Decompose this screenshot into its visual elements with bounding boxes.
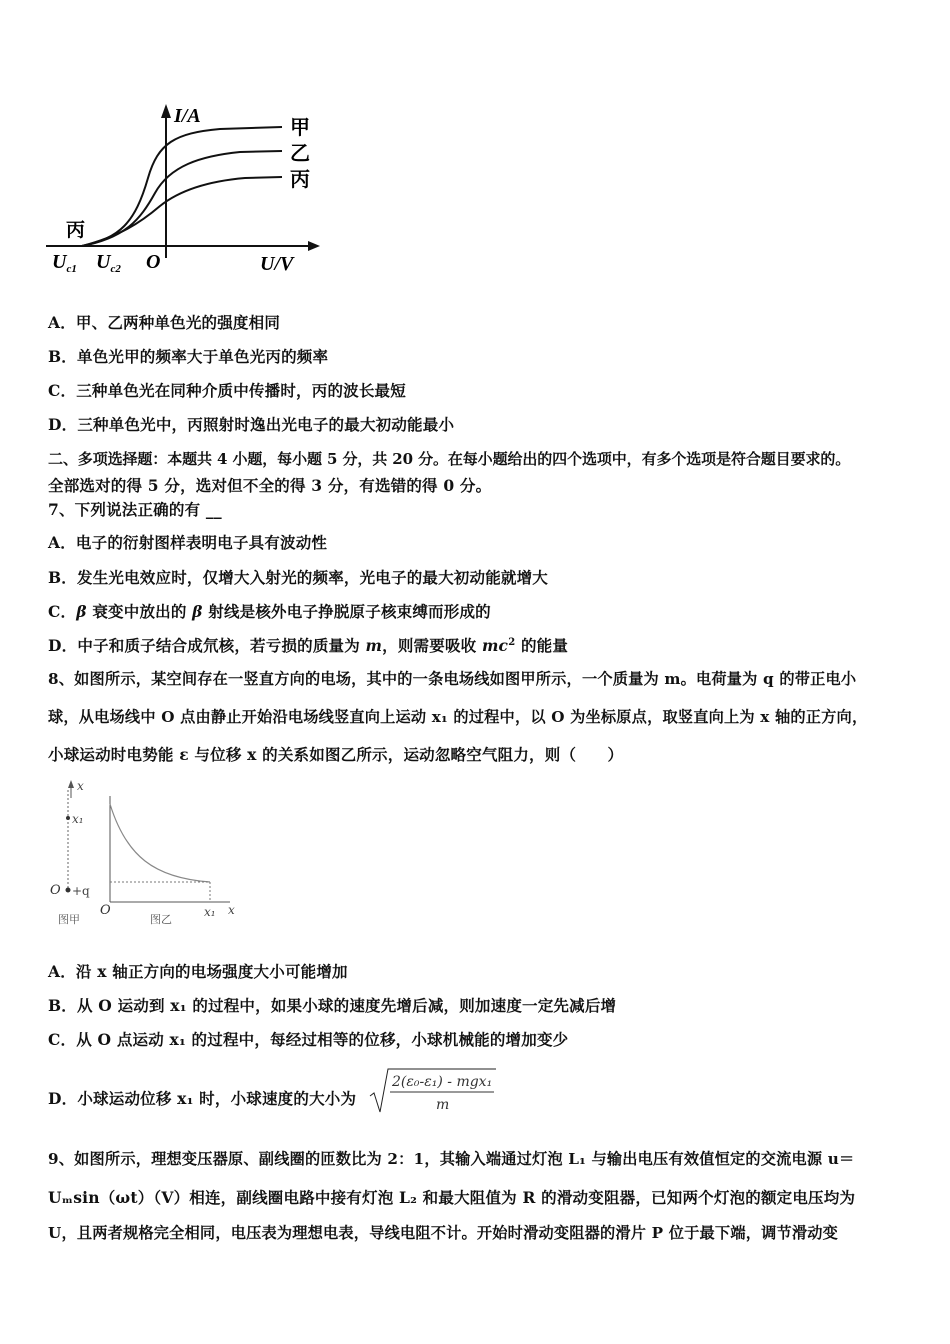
- jia-x1-point: [66, 816, 70, 820]
- curve-label-yi: 乙: [290, 141, 310, 165]
- curve-jia: [82, 127, 282, 246]
- q9-stem-line1: 9、如图所示，理想变压器原、副线圈的匝数比为 2：1，其输入端通过灯泡 L₁ 与输出电压有效值恒定的交流电源 u＝: [48, 1150, 855, 1168]
- q7-option-b: B．发生光电效应时，仅增大入射光的频率，光电子的最大初动能就增大: [48, 568, 549, 587]
- q8-stem-line1: 8、如图所示，某空间存在一竖直方向的电场，其中的一条电场线如图甲所示，一个质量为 m。电荷量为 q 的带正电小: [48, 670, 857, 688]
- label-origin: O: [146, 251, 161, 273]
- q8-option-d-formula: [368, 1066, 498, 1116]
- jia-arrow-head: [68, 780, 74, 788]
- section2-heading: 二、多项选择题：本题共 4 小题，每小题 5 分，共 20 分。在每小题给出的四个选项中，有多个选项是符合题目要求的。: [48, 450, 851, 468]
- yi-x-label: x: [228, 903, 235, 917]
- formula-denominator: m: [436, 1097, 450, 1113]
- jia-caption: 图甲: [58, 913, 80, 926]
- jia-x-label: x: [77, 779, 84, 793]
- yi-caption: 图乙: [150, 913, 172, 926]
- formula-numerator: 2(ε₀-ε₁) - mgx₁: [392, 1074, 493, 1090]
- q6-option-b: B．单色光甲的频率大于单色光丙的频率: [48, 347, 329, 366]
- q7-option-c: C．β 衰变中放出的 β 射线是核外电子挣脱原子核束缚而形成的: [48, 602, 491, 621]
- q8-option-c: C．从 O 点运动 x₁ 的过程中，每经过相等的位移，小球机械能的增加变少: [48, 1030, 569, 1049]
- q8-option-d: D．小球运动位移 x₁ 时，小球速度的大小为: [48, 1089, 357, 1108]
- y-axis-label: I/A: [174, 105, 201, 127]
- curve-label-jia: 甲: [290, 115, 310, 139]
- i-axis-arrow: [161, 104, 171, 118]
- yi-x1-label: x₁: [204, 905, 216, 919]
- yi-origin-label: O: [100, 903, 111, 918]
- q7-option-d: D．中子和质子结合成氘核，若亏损的质量为 m，则需要吸收 $mc^2$ 的能量: [48, 636, 569, 655]
- yi-energy-curve: [110, 804, 210, 882]
- q8-option-a: A．沿 x 轴正方向的电场强度大小可能增加: [48, 962, 348, 981]
- x-axis-label: U/V: [260, 253, 294, 275]
- u-axis-arrow: [308, 241, 320, 251]
- section2-scoring: 全部选对的得 5 分，选对但不全的得 3 分，有选错的得 0 分。: [48, 476, 492, 495]
- photoelectric-iu-graph: [40, 98, 340, 278]
- q8-figures: [44, 776, 254, 928]
- jia-x1-label: x₁: [72, 812, 84, 826]
- q9-stem-line2: Uₘsin（ωt）（V）相连，副线圈电路中接有灯泡 L₂ 和最大阻值为 R 的滑动变阻器，已知两个灯泡的额定电压均为: [48, 1188, 856, 1207]
- q6-option-c: C．三种单色光在同种介质中传播时，丙的波长最短: [48, 381, 406, 400]
- jia-charge: [66, 888, 71, 893]
- q9-stem-line3: U，且两者规格完全相同，电压表为理想电表，导线电阻不计。开始时滑动变阻器的滑片 P 位于最下端，调节滑动变: [48, 1224, 839, 1242]
- q8-stem-line2: 球，从电场线中 O 点由静止开始沿电场线竖直向上运动 x₁ 的过程中，以 O 为坐标原点，取竖直向上为 x 轴的正方向，: [48, 708, 868, 726]
- q8-option-b: B．从 O 运动到 x₁ 的过程中，如果小球的速度先增后减，则加速度一定先减后增: [48, 996, 617, 1015]
- q6-option-d: D．三种单色光中，丙照射时逸出光电子的最大初动能最小: [48, 415, 455, 434]
- q7-option-a: A．电子的衍射图样表明电子具有波动性: [48, 533, 328, 552]
- jia-charge-label: +q: [72, 884, 90, 898]
- curve-yi: [82, 151, 282, 246]
- curve-label-bing: 丙: [290, 167, 310, 191]
- left-label-bing: 丙: [66, 219, 86, 241]
- label-uc2: $U_{c2}$: [96, 251, 121, 275]
- q6-option-a: A．甲、乙两种单色光的强度相同: [48, 313, 281, 332]
- q8-stem-line3: 小球运动时电势能 ε 与位移 x 的关系如图乙所示，运动忽略空气阻力，则（ ）: [48, 745, 624, 764]
- q7-stem: 7、下列说法正确的有 __: [48, 500, 222, 519]
- label-uc1: $U_{c1}$: [52, 251, 77, 275]
- jia-origin-label: O: [50, 883, 61, 898]
- curve-bing: [82, 177, 282, 246]
